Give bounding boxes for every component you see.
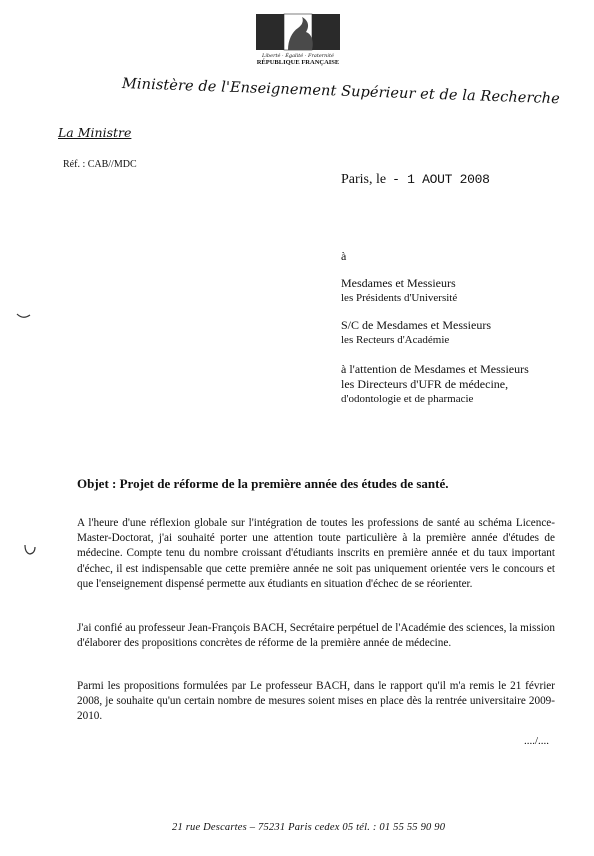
marianne-logo-icon bbox=[252, 12, 344, 52]
recipient-line: les Recteurs d'Académie bbox=[341, 334, 450, 346]
date-stamp: - 1 AOUT 2008 bbox=[392, 172, 490, 187]
subject-line bbox=[77, 476, 449, 492]
ministry-name: Ministère de l'Enseignement Supérieur et de la Recherche bbox=[121, 76, 561, 108]
motto: Liberté · Égalité · Fraternité bbox=[262, 53, 334, 59]
date-line bbox=[341, 172, 490, 188]
recipient-block-recteurs bbox=[341, 318, 491, 348]
recipient-line: d'odontologie et de pharmacie bbox=[341, 393, 474, 405]
recipient-block-directeurs bbox=[341, 362, 529, 407]
recipient-line: à l'attention de Mesdames et Messieurs bbox=[341, 362, 529, 376]
footer-address: 21 rue Descartes – 75231 Paris cedex 05 tél. : 01 55 55 90 90 bbox=[172, 822, 446, 833]
minister-title: La Ministre bbox=[58, 125, 132, 140]
body-paragraph-1: A l'heure d'une réflexion globale sur l'intégration de toutes les professions de santé au schéma Licence-Master-Doctorat, j'ai souhaité porter une attention toute particulière à la première année d'études de médecine. Compte tenu du nombre croissant d'étudiants inscrits en première année et du taux important d'échec, il est indispensable que cette première année ne soit pas uniquement orientée vers le concours et que l'enseignement dispensé permette aux étudiants en situation d'échec de se réorienter. bbox=[77, 517, 555, 590]
reference: Réf. : CAB//MDC bbox=[63, 159, 137, 170]
recipient-line: les Présidents d'Université bbox=[341, 292, 458, 304]
subject-label: Objet : bbox=[77, 476, 117, 491]
body-paragraph-2: J'ai confié au professeur Jean-François BACH, Secrétaire perpétuel de l'Académie des sciences, la mission d'élaborer des propositions concrètes de réforme de la première année de médecine. bbox=[77, 622, 555, 650]
recipient-line: Mesdames et Messieurs bbox=[341, 276, 456, 290]
recipient-block-presidents bbox=[341, 276, 457, 306]
republic-name: RÉPUBLIQUE FRANÇAISE bbox=[256, 59, 340, 66]
recipient-line: S/C de Mesdames et Messieurs bbox=[341, 318, 491, 332]
scan-mark-icon bbox=[16, 312, 32, 320]
republic-logo bbox=[250, 12, 346, 67]
continuation-mark: ..../.... bbox=[524, 735, 550, 747]
body-paragraph-3: Parmi les propositions formulées par Le professeur BACH, dans le rapport qu'il m'a remis le 21 février 2008, je souhaite qu'un certain nombre de mesures soient mises en place dès la rentrée universitaire 2009-2010. bbox=[77, 680, 555, 723]
subject-text: Projet de réforme de la première année des études de santé. bbox=[119, 476, 449, 491]
recipient-line: les Directeurs d'UFR de médecine, bbox=[341, 377, 509, 391]
scan-mark-icon bbox=[22, 543, 38, 557]
recipient-prefix: à bbox=[341, 249, 347, 263]
date-place: Paris, le bbox=[341, 172, 387, 187]
